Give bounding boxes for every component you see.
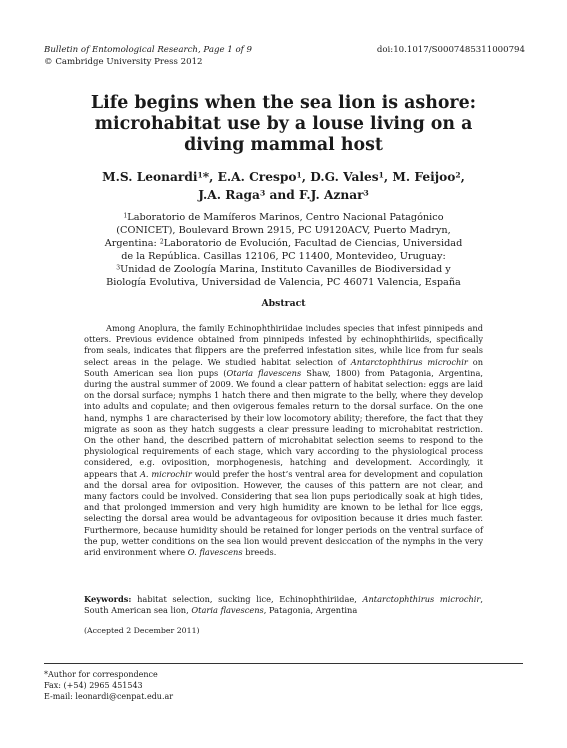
author-name: E.A. Crespo xyxy=(217,170,297,184)
keywords-text: , Patagonia, Argentina xyxy=(263,605,358,616)
species-name: O. flavescens xyxy=(187,547,243,558)
affiliation-2: Laboratorio de Evolución, Facultad de Ciencias, Universidad de la República. Casillas 12106, PC 11400, Montevideo, Uruguay: xyxy=(121,238,463,263)
keywords-text: habitat selection, sucking lice, Echinophthiriidae, xyxy=(131,594,363,604)
keywords xyxy=(84,594,483,616)
author-name: M.S. Leonardi xyxy=(102,170,198,184)
footnote-divider xyxy=(44,663,523,664)
author-list: M.S. Leonardi$^1$*, E.A. Crespo$^1$, D.G. Vales$^1$, M. Feijoo$^2$, J.A. Raga$^3$ and F.J. Aznar$^3$ xyxy=(102,170,465,202)
author-name: F.J. Aznar xyxy=(298,188,364,202)
copyright-notice: © Cambridge University Press 2012 xyxy=(44,57,203,67)
author-name: D.G. Vales xyxy=(310,170,379,184)
species-name: Otaria flavescens xyxy=(226,367,302,378)
fax-number: Fax: (+54) 2965 451543 xyxy=(44,681,143,690)
abstract-text: Among Anoplura, the family Echinophthiriidae includes species that infest pinnipeds and otters. Previous evidence obtained from pinnipeds infested by echinophthiriids, specifically from seals, indicates that flippers are the preferred infestation sites, while lice from fur seals select areas in the pelage. We studied habitat selection of xyxy=(84,323,483,367)
affiliation-marker: 1 xyxy=(296,170,302,180)
title-line-3: diving mammal host xyxy=(184,135,383,155)
affiliation-marker: 2 xyxy=(159,238,164,246)
conjunction: and xyxy=(265,188,299,202)
footnote xyxy=(44,669,344,702)
species-name: Antarctophthirus microchir xyxy=(362,594,481,604)
affiliations xyxy=(100,211,467,290)
title-line-1: Life begins when the sea lion is ashore: xyxy=(90,93,477,113)
affiliation-marker: 1 xyxy=(378,170,384,180)
journal-citation: Bulletin of Entomological Research, Page 1 of 9 xyxy=(44,45,253,55)
affiliation-marker: 1 xyxy=(123,212,128,220)
separator: , xyxy=(301,170,311,184)
correspondence-note: *Author for correspondence xyxy=(44,670,158,679)
keywords-label: Keywords: xyxy=(84,594,132,604)
keywords-text: , South American sea lion, xyxy=(84,594,484,616)
species-name: Otaria flavescens xyxy=(191,605,264,616)
species-name: Antarctophthirus microchir xyxy=(350,356,468,367)
affiliation-marker: 3 xyxy=(363,188,369,198)
abstract-body xyxy=(84,323,483,558)
email-address[interactable]: E-mail: leonardi@cenpat.edu.ar xyxy=(44,692,174,701)
title-line-2: microhabitat use by a louse living on a xyxy=(94,114,473,134)
author-name: M. Feijoo xyxy=(392,170,456,184)
affiliation-marker: 2 xyxy=(455,170,461,180)
affiliation-marker: 1 xyxy=(197,170,203,180)
abstract-text: breeds. xyxy=(242,547,277,558)
abstract-heading: Abstract xyxy=(261,298,306,309)
abstract-text: Shaw, 1800) from Patagonia, Argentina, during the austral summer of 2009. We found a clear pattern of habitat selection: eggs are laid on the dorsal surface; nymphs 1 hatch there and then migrate to the belly, where they develop into adults and copulate; and then ovigerous females return to the dorsal surface. On the one hand, nymphs 1 are characterised by their low locomotory ability; therefore, the fact that they migrate as soon as they hatch suggests a clear pressure leading to microhabitat restriction. On the other hand, the described pattern of microhabitat selection seems to respond to the physiological requirements of each stage, which vary according to the physiological process considered, e.g. oviposition, morphogenesis, hatching and development. Accordingly, it appears that xyxy=(84,367,483,479)
accepted-date: (Accepted 2 December 2011) xyxy=(84,626,200,635)
affiliation-1: Laboratorio de Mamíferos Marinos, Centro Nacional Patagónico (CONICET), Boulevard Brown 2915, PC U9120ACV, Puerto Madryn, Argentina: xyxy=(104,212,451,250)
corresponding-marker: *, xyxy=(202,170,218,184)
affiliation-marker: 3 xyxy=(259,188,266,198)
abstract-text: on South American sea lion pups ( xyxy=(84,356,484,378)
affiliation-3: Unidad de Zoología Marina, Instituto Cavanilles de Biodiversidad y Biología Evolutiva, Universidad de Valencia, PC 46071 Valencia, España xyxy=(106,264,461,289)
paper-title xyxy=(80,93,487,156)
species-name: A. microchir xyxy=(139,468,192,479)
affiliation-marker: 3 xyxy=(116,264,121,272)
separator: , xyxy=(383,170,393,184)
doi-link[interactable]: doi:10.1017/S0007485311000794 xyxy=(376,45,525,55)
author-name: J.A. Raga xyxy=(198,188,260,202)
abstract-text: would prefer the host’s ventral area for development and copulation and the dorsal area for oviposition. However, the causes of this pattern are not clear, and many factors could be involved. Considering that sea lion pups periodically soak at high tides, and that prolonged immersion and very high humidity are known to be lethal for lice eggs, selecting the dorsal area would be advantageous for oviposition because it dries much faster. Furthermore, because humidity should be retained for longer periods on the ventral surface of the pup, wetter conditions on the sea lion would prevent desiccation of the nymphs in the very arid environment where xyxy=(84,468,483,558)
running-header-left xyxy=(44,44,344,68)
